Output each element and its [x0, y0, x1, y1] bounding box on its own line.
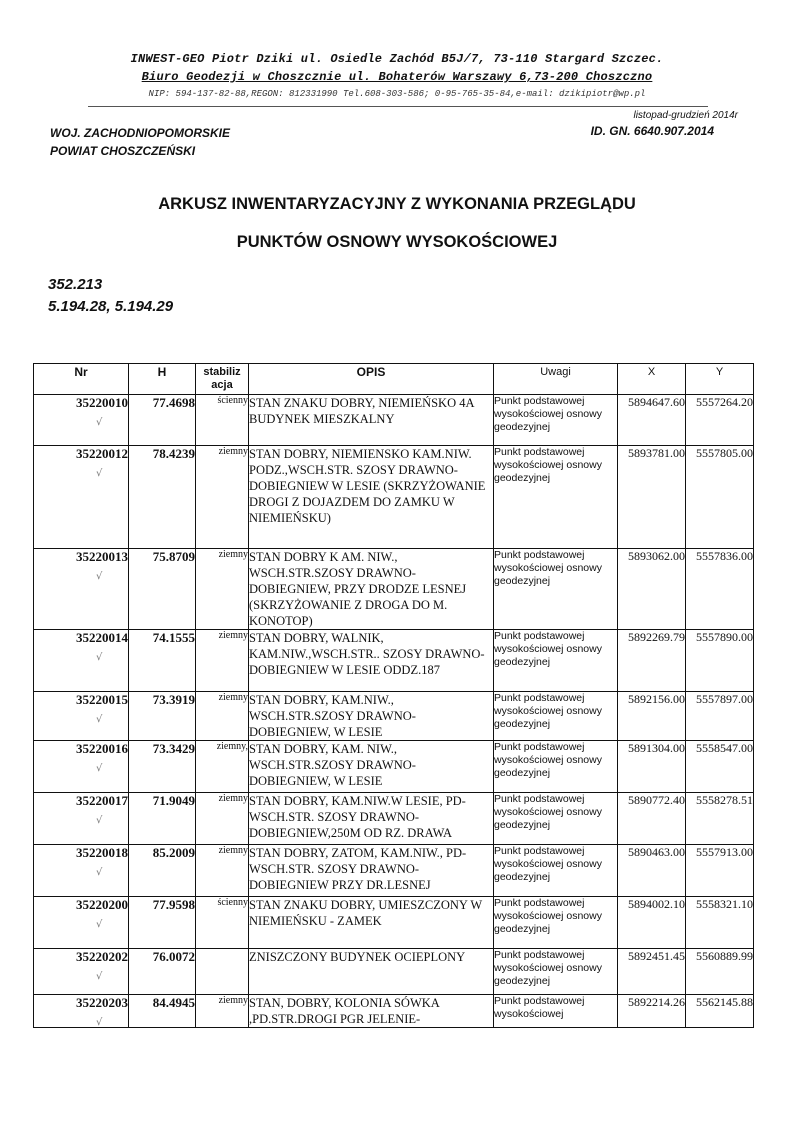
point-description — [249, 446, 494, 549]
check-mark-icon: √ — [96, 468, 103, 479]
point-number-text: 35220014 — [76, 630, 128, 645]
coord-x — [618, 949, 686, 995]
coord-x-text: 5892269.79 — [628, 630, 685, 644]
point-number-text: 35220012 — [76, 446, 128, 461]
coord-y — [686, 949, 754, 995]
stabilization-type-text: ziemny — [218, 549, 248, 560]
coord-x-text: 5894002.10 — [628, 897, 685, 911]
point-height-text: 77.4698 — [152, 395, 195, 410]
header-h: H — [129, 364, 196, 395]
check-mark-icon: √ — [96, 652, 103, 663]
point-remarks — [494, 395, 618, 446]
point-description — [249, 949, 494, 995]
point-remarks — [494, 793, 618, 845]
coord-y-text: 5560889.99 — [696, 949, 753, 963]
point-description — [249, 793, 494, 845]
coord-y-text: 5557897.00 — [696, 692, 753, 706]
point-height-text: 77.9598 — [152, 897, 195, 912]
point-description-text: STAN DOBRY, NIEMIENSKO KAM.NIW. PODZ.,WSCH.STR. SZOSY DRAWNO-DOBIEGNIEW W LESIE (SKRZYŻOWANIE DROGI Z DOJAZDEM DO ZAMKU W NIEMIEŃSKU) — [249, 447, 486, 525]
document-subtitle: PUNKTÓW OSNOWY WYSOKOŚCIOWEJ — [236, 233, 558, 251]
point-description-text: STAN DOBRY, KAM.NIW., WSCH.STR.SZOSY DRAWNO-DOBIEGNIEW, W LESIE — [249, 693, 416, 739]
stabilization-type — [196, 446, 249, 549]
coord-y-text: 5557836.00 — [696, 549, 753, 563]
point-description — [249, 845, 494, 897]
point-height — [129, 995, 196, 1028]
point-remarks-text: Punkt podstawowej wysokościowej osnowy geodezyjnej — [494, 845, 602, 883]
office-address: Biuro Geodezji w Choszcznie ul. Bohaterów Warszawy 6,73-200 Choszczno — [141, 70, 653, 84]
header-x: X — [618, 364, 686, 395]
coord-x-text: 5894647.60 — [628, 395, 685, 409]
point-number — [34, 995, 129, 1028]
stabilization-type — [196, 549, 249, 630]
coord-y-text: 5558547.00 — [696, 741, 753, 755]
point-height — [129, 741, 196, 793]
coord-y-text: 5557890.00 — [696, 630, 753, 644]
point-description — [249, 995, 494, 1028]
coord-x — [618, 995, 686, 1028]
table-row — [34, 845, 754, 897]
coord-y — [686, 446, 754, 549]
stabilization-type-text: ziemny — [218, 630, 248, 641]
coord-x — [618, 549, 686, 630]
stabilization-type-text: ziemny — [218, 793, 248, 804]
point-description-text: STAN, DOBRY, KOLONIA SÓWKA ,PD.STR.DROGI PGR JELENIE- — [249, 996, 440, 1026]
point-number-text: 35220017 — [76, 793, 128, 808]
coord-y-text: 5557264.20 — [696, 395, 753, 409]
sheet-codes — [48, 274, 173, 318]
coord-x — [618, 845, 686, 897]
survey-date: listopad-grudzień 2014r — [633, 110, 738, 121]
point-remarks — [494, 549, 618, 630]
point-number-text: 35220200 — [76, 897, 128, 912]
coord-x — [618, 741, 686, 793]
point-description — [249, 897, 494, 949]
point-remarks — [494, 692, 618, 741]
coord-x — [618, 897, 686, 949]
coord-y — [686, 549, 754, 630]
point-number — [34, 845, 129, 897]
coord-y — [686, 741, 754, 793]
point-description — [249, 395, 494, 446]
region-block — [50, 124, 230, 160]
table-row — [34, 741, 754, 793]
point-remarks-text: Punkt podstawowej wysokościowej osnowy geodezyjnej — [494, 793, 602, 831]
stabilization-type — [196, 949, 249, 995]
point-height — [129, 845, 196, 897]
voivodeship-label: WOJ. ZACHODNIOPOMORSKIE — [50, 126, 231, 140]
table-row — [34, 549, 754, 630]
point-number — [34, 395, 129, 446]
stabilization-type — [196, 630, 249, 692]
point-description — [249, 630, 494, 692]
table-header-row — [34, 364, 754, 395]
point-description-text: STAN DOBRY, KAM. NIW., WSCH.STR.SZOSY DRAWNO-DOBIEGNIEW, W LESIE — [249, 742, 416, 788]
coord-y — [686, 395, 754, 446]
table-row — [34, 446, 754, 549]
sheet-number: 352.213 — [48, 276, 103, 293]
point-remarks — [494, 446, 618, 549]
header-description: OPIS — [249, 364, 494, 395]
point-description — [249, 741, 494, 793]
header-nr: Nr — [34, 364, 129, 395]
point-description-text: STAN DOBRY, ZATOM, KAM.NIW., PD-WSCH.STR. SZOSY DRAWNO-DOBIEGNIEW PRZY DR.LESNEJ — [249, 846, 467, 892]
check-mark-icon: √ — [96, 571, 103, 582]
point-height — [129, 395, 196, 446]
table-row — [34, 793, 754, 845]
point-remarks-text: Punkt podstawowej wysokościowej osnowy geodezyjnej — [494, 897, 602, 935]
table-row — [34, 995, 754, 1028]
point-number — [34, 630, 129, 692]
stabilization-type — [196, 845, 249, 897]
coord-x — [618, 395, 686, 446]
header-stabilization: stabiliz acja — [196, 364, 249, 395]
check-mark-icon: √ — [96, 867, 103, 878]
point-remarks — [494, 630, 618, 692]
point-number — [34, 793, 129, 845]
check-mark-icon: √ — [96, 919, 103, 930]
point-remarks-text: Punkt podstawowej wysokościowej osnowy geodezyjnej — [494, 446, 602, 484]
coord-y — [686, 692, 754, 741]
point-number — [34, 949, 129, 995]
point-number — [34, 692, 129, 741]
point-remarks-text: Punkt podstawowej wysokościowej osnowy geodezyjnej — [494, 549, 602, 587]
point-remarks — [494, 741, 618, 793]
stabilization-type-text: ziemny, — [216, 741, 248, 752]
coord-x-text: 5892451.45 — [628, 949, 685, 963]
coord-y-text: 5558278.51 — [696, 793, 753, 807]
point-remarks-text: Punkt podstawowej wysokościowej osnowy geodezyjnej — [494, 395, 602, 433]
document-id: ID. GN. 6640.907.2014 — [590, 124, 714, 138]
point-remarks — [494, 897, 618, 949]
point-height — [129, 446, 196, 549]
stabilization-type — [196, 995, 249, 1028]
coord-y-text: 5557805.00 — [696, 446, 753, 460]
point-description-text: ZNISZCZONY BUDYNEK OCIEPLONY — [249, 950, 466, 964]
stabilization-type — [196, 395, 249, 446]
point-remarks — [494, 949, 618, 995]
table-row — [34, 692, 754, 741]
point-height-text: 75.8709 — [152, 549, 195, 564]
point-height — [129, 630, 196, 692]
point-remarks-text: Punkt podstawowej wysokościowej osnowy geodezyjnej — [494, 741, 602, 779]
point-number — [34, 549, 129, 630]
contact-line: NIP: 594-137-82-88,REGON: 812331990 Tel.608-303-586; 0-95-765-35-84,e-mail: dzikipiotr@wp.pl — [148, 89, 646, 99]
stabilization-type-text: ziemny — [218, 845, 248, 856]
coord-x-text: 5892156.00 — [628, 692, 685, 706]
header-divider — [88, 106, 708, 107]
point-height — [129, 549, 196, 630]
point-description-text: STAN ZNAKU DOBRY, UMIESZCZONY W NIEMIEŃSKU - ZAMEK — [249, 898, 482, 928]
coord-y — [686, 845, 754, 897]
stabilization-type-text: ścienny — [217, 395, 248, 406]
stabilization-type — [196, 897, 249, 949]
check-mark-icon: √ — [96, 417, 103, 428]
point-height-text: 74.1555 — [152, 630, 195, 645]
coord-x-text: 5890463.00 — [628, 845, 685, 859]
point-remarks-text: Punkt podstawowej wysokościowej osnowy geodezyjnej — [494, 949, 602, 987]
point-description-text: STAN DOBRY, WALNIK, KAM.NIW.,WSCH.STR.. SZOSY DRAWNO-DOBIEGNIEW W LESIE ODDZ.187 — [249, 631, 485, 677]
coord-y-text: 5562145.88 — [696, 995, 753, 1009]
coord-y — [686, 995, 754, 1028]
point-description-text: STAN DOBRY K AM. NIW., WSCH.STR.SZOSY DRAWNO-DOBIEGNIEW, PRZY DRODZE LESNEJ (SKRZYŻOWANIE Z DROGA DO M. KONOTOP) — [249, 550, 467, 628]
coord-x-text: 5893062.00 — [628, 549, 685, 563]
point-remarks-text: Punkt podstawowej wysokościowej — [494, 995, 585, 1020]
coord-x-text: 5890772.40 — [628, 793, 685, 807]
point-height-text: 76.0072 — [152, 949, 195, 964]
point-number-text: 35220018 — [76, 845, 128, 860]
point-number-text: 35220015 — [76, 692, 128, 707]
point-description — [249, 549, 494, 630]
check-mark-icon: √ — [96, 815, 103, 826]
stabilization-type — [196, 692, 249, 741]
check-mark-icon: √ — [96, 971, 103, 982]
point-number-text: 35220010 — [76, 395, 128, 410]
coord-y — [686, 897, 754, 949]
point-description — [249, 692, 494, 741]
coord-y-text: 5558321.10 — [696, 897, 753, 911]
table-row — [34, 395, 754, 446]
point-description-text: STAN ZNAKU DOBRY, NIEMIEŃSKO 4A BUDYNEK MIESZKALNY — [249, 396, 474, 426]
coord-x — [618, 630, 686, 692]
stabilization-type — [196, 793, 249, 845]
coord-x — [618, 692, 686, 741]
company-header: INWEST-GEO Piotr Dziki ul. Osiedle Zachód B5J/7, 73-110 Stargard Szczec. — [130, 52, 664, 66]
coord-x — [618, 793, 686, 845]
coord-x-text: 5893781.00 — [628, 446, 685, 460]
point-remarks-text: Punkt podstawowej wysokościowej osnowy geodezyjnej — [494, 630, 602, 668]
stabilization-type-text: ścienny — [217, 897, 248, 908]
point-height — [129, 949, 196, 995]
point-number — [34, 897, 129, 949]
point-height-text: 84.4945 — [152, 995, 195, 1010]
check-mark-icon: √ — [96, 714, 103, 725]
point-height-text: 71.9049 — [152, 793, 195, 808]
stabilization-type-text: ziemny — [218, 446, 248, 457]
point-number-text: 35220203 — [76, 995, 128, 1010]
point-remarks — [494, 995, 618, 1028]
point-height-text: 85.2009 — [152, 845, 195, 860]
county-label: POWIAT CHOSZCZEŃSKI — [50, 144, 196, 158]
point-number — [34, 741, 129, 793]
table-row — [34, 630, 754, 692]
stabilization-type-text: ziemny — [218, 995, 248, 1006]
point-number — [34, 446, 129, 549]
point-height — [129, 793, 196, 845]
stabilization-type — [196, 741, 249, 793]
table-row — [34, 897, 754, 949]
inventory-table — [33, 363, 754, 1028]
point-height-text: 73.3429 — [152, 741, 195, 756]
document-title: ARKUSZ INWENTARYZACYJNY Z WYKONANIA PRZEGLĄDU — [158, 195, 636, 213]
coord-x-text: 5891304.00 — [628, 741, 685, 755]
coord-y-text: 5557913.00 — [696, 845, 753, 859]
coord-x-text: 5892214.26 — [628, 995, 685, 1009]
check-mark-icon: √ — [96, 1017, 103, 1028]
stabilization-type-text: ziemny — [218, 692, 248, 703]
point-height-text: 78.4239 — [152, 446, 195, 461]
coord-y — [686, 793, 754, 845]
point-remarks-text: Punkt podstawowej wysokościowej osnowy geodezyjnej — [494, 692, 602, 730]
point-height-text: 73.3919 — [152, 692, 195, 707]
header-remarks: Uwagi — [494, 364, 618, 395]
point-number-text: 35220013 — [76, 549, 128, 564]
point-height — [129, 692, 196, 741]
point-remarks — [494, 845, 618, 897]
coord-x — [618, 446, 686, 549]
table-row — [34, 949, 754, 995]
check-mark-icon: √ — [96, 763, 103, 774]
coord-y — [686, 630, 754, 692]
point-number-text: 35220202 — [76, 949, 128, 964]
point-number-text: 35220016 — [76, 741, 128, 756]
header-y: Y — [686, 364, 754, 395]
point-height — [129, 897, 196, 949]
point-description-text: STAN DOBRY, KAM.NIW.W LESIE, PD-WSCH.STR. SZOSY DRAWNO-DOBIEGNIEW,250M OD RZ. DRAWA — [249, 794, 466, 840]
section-numbers: 5.194.28, 5.194.29 — [48, 298, 174, 315]
